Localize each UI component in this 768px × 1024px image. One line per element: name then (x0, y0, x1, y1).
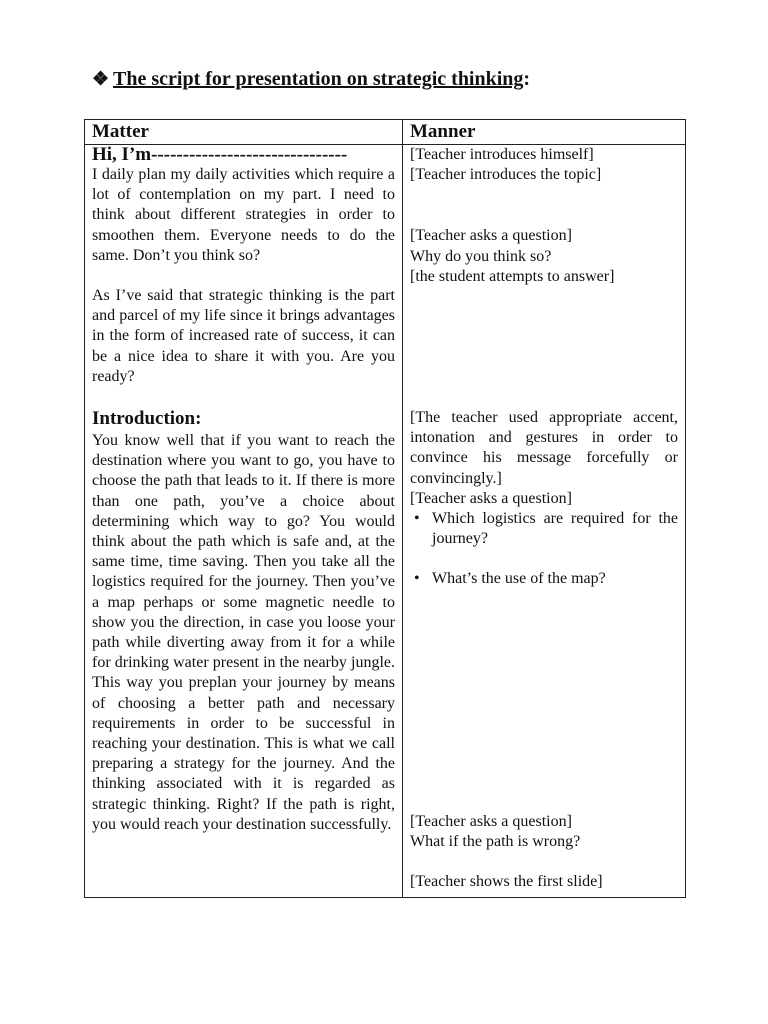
manner-paragraph-delivery: [The teacher used appropriate accent, intonation and gestures in order to convince his message forcefully or convincingly.] (410, 409, 678, 487)
heading-suffix: : (523, 68, 531, 90)
matter-paragraph-2: As I’ve said that strategic thinking is the part and parcel of my life since it brings advantages in the form of increased rate of success, it can be a nice idea to share it with you. Are you ready? (92, 287, 395, 385)
matter-paragraph-1: I daily plan my daily activities which require a lot of contemplation on my part. I need to think about different strategies in order to smoothen them. Everyone needs to do the same. Don’t you think so? (92, 166, 395, 264)
heading-title: The script for presentation on strategic thinking (113, 68, 524, 90)
script-table (84, 119, 686, 898)
table-header-row (85, 120, 686, 145)
manner-line-3: [Teacher asks a question] (410, 227, 572, 245)
introduction-text: You know well that if you want to reach the destination where you want to go, you have to choose the path that leads to it. If there is more than one path, you’ve a choice about determining which way to go? You would think about the path which is safe and, at the same time, time saving. Then you take all the logistics required for the journey. Then you’ve a map perhaps or some magnetic needle to show you the direction, in case you loose your path while diverting away from it for a while for drinking water present in the nearby jungle. This way you preplan your journey by means of choosing a better path and necessary requirements in order to be successful in reaching your destination. This is what we call preparing a strategy for the journey. And the thinking associated with it is regarded as strategic thinking. Right? If the path is right, you would reach your destination successfully. (92, 432, 395, 833)
greeting-line: Hi, I’m------------------------------- (92, 144, 348, 165)
manner-line-9: What if the path is wrong? (410, 832, 581, 850)
question-map: What’s the use of the map? (432, 570, 606, 588)
introduction-heading: Introduction: (92, 408, 202, 430)
document-heading (92, 68, 530, 91)
bullet-icon: • (414, 570, 420, 588)
question-list (410, 509, 678, 590)
bullet-icon: • (414, 510, 420, 528)
manner-line-10: [Teacher shows the first slide] (410, 873, 603, 891)
column-header-manner: Manner (403, 120, 686, 145)
manner-line-7: [Teacher asks a question] (410, 489, 572, 507)
manner-line-4: Why do you think so? (410, 247, 552, 265)
list-item (410, 569, 678, 589)
manner-line-2: [Teacher introduces the topic] (410, 166, 602, 184)
manner-line-5: [the student attempts to answer] (410, 267, 615, 285)
matter-cell (85, 145, 403, 898)
diamond-bullet-icon: ❖ (92, 69, 110, 90)
column-header-matter: Matter (85, 120, 403, 145)
manner-cell (403, 145, 686, 898)
manner-line-1: [Teacher introduces himself] (410, 146, 594, 163)
list-item (410, 509, 678, 549)
question-logistics: Which logistics are required for the journey? (432, 510, 678, 548)
manner-line-8: [Teacher asks a question] (410, 812, 572, 830)
table-body-row (85, 145, 686, 898)
